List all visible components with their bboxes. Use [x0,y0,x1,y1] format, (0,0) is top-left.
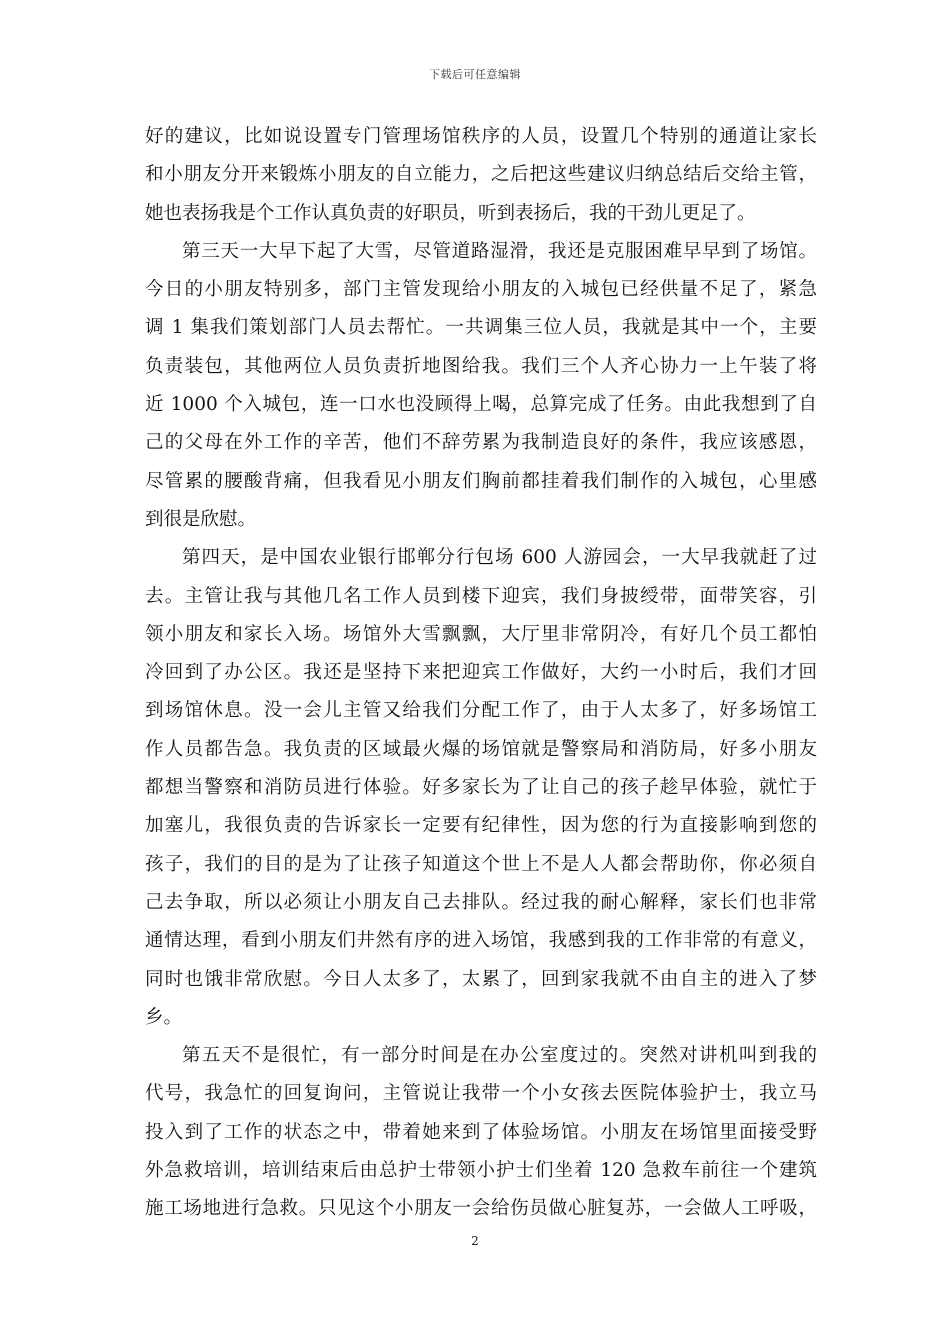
text-line: 冷回到了办公区。我还是坚持下来把迎宾工作做好，大约一小时后，我们才回 [145,662,817,684]
text-line: 去。主管让我与其他几名工作人员到楼下迎宾，我们身披绶带，面带笑容，引 [145,585,817,607]
text-line: 好的建议，比如说设置专门管理场馆秩序的人员，设置几个特别的通道让家长 [145,126,817,147]
document-body [145,118,817,1229]
text-line: 到场馆休息。没一会儿主管又给我们分配工作了，由于人太多了，好多场馆工 [145,700,817,722]
paragraph [145,118,817,233]
text-line: 外急救培训，培训结束后由总护士带领小护士们坐着 120 急救车前往一个建筑 [145,1160,817,1182]
text-line: 第三天一大早下起了大雪，尽管道路湿滑，我还是克服困难早早到了场馆。 [182,240,817,262]
text-line: 到很是欣慰。 [145,508,257,530]
page-header: 下载后可任意编辑 [429,68,521,81]
text-line: 她也表扬我是个工作认真负责的好职员，听到表扬后，我的干劲儿更足了。 [145,202,756,224]
text-line: 尽管累的腰酸背痛，但我看见小朋友们胸前都挂着我们制作的入城包，心里感 [145,470,817,492]
text-line: 乡。 [145,1006,183,1028]
text-line: 负责装包，其他两位人员负责折地图给我。我们三个人齐心协力一上午装了将 [145,355,817,377]
text-line: 第五天不是很忙，有一部分时间是在办公室度过的。突然对讲机叫到我的 [182,1045,817,1067]
text-line: 同时也饿非常欣慰。今日人太多了，太累了，回到家我就不由自主的进入了梦 [145,968,817,990]
text-line: 都想当警察和消防员进行体验。好多家长为了让自己的孩子趁早体验，就忙于 [145,777,817,799]
text-line: 代号，我急忙的回复询问，主管说让我带一个小女孩去医院体验护士，我立马 [145,1083,817,1105]
text-line: 作人员都告急。我负责的区域最火爆的场馆就是警察局和消防局，好多小朋友 [145,738,817,760]
text-line: 己的父母在外工作的辛苦，他们不辞劳累为我制造良好的条件，我应该感恩， [145,432,817,454]
text-line: 今日的小朋友特别多，部门主管发现给小朋友的入城包已经供量不足了，紧急 [145,279,817,301]
paragraph [145,1037,817,1228]
paragraph [145,233,817,539]
text-line: 孩子，我们的目的是为了让孩子知道这个世上不是人人都会帮助你，你必须自 [145,853,817,875]
text-line: 加塞儿，我很负责的告诉家长一定要有纪律性，因为您的行为直接影响到您的 [145,815,817,837]
page-number: 2 [471,1234,479,1248]
text-line: 领小朋友和家长入场。场馆外大雪飘飘，大厅里非常阴冷，有好几个员工都怕 [145,623,817,645]
text-line: 第四天，是中国农业银行邯郸分行包场 600 人游园会，一大早我就赶了过 [182,547,817,569]
text-line: 和小朋友分开来锻炼小朋友的自立能力，之后把这些建议归纳总结后交给主管， [145,164,817,186]
text-line: 调 1 集我们策划部门人员去帮忙。一共调集三位人员，我就是其中一个，主要 [145,317,817,339]
paragraph [145,539,817,1037]
text-line: 己去争取，所以必须让小朋友自己去排队。经过我的耐心解释，家长们也非常 [145,891,817,913]
text-line: 投入到了工作的状态之中，带着她来到了体验场馆。小朋友在场馆里面接受野 [145,1121,817,1143]
text-line: 施工场地进行急救。只见这个小朋友一会给伤员做心脏复苏，一会做人工呼吸， [145,1198,817,1220]
text-line: 近 1000 个入城包，连一口水也没顾得上喝，总算完成了任务。由此我想到了自 [145,394,817,416]
text-line: 通情达理，看到小朋友们井然有序的进入场馆，我感到我的工作非常的有意义， [145,930,817,952]
